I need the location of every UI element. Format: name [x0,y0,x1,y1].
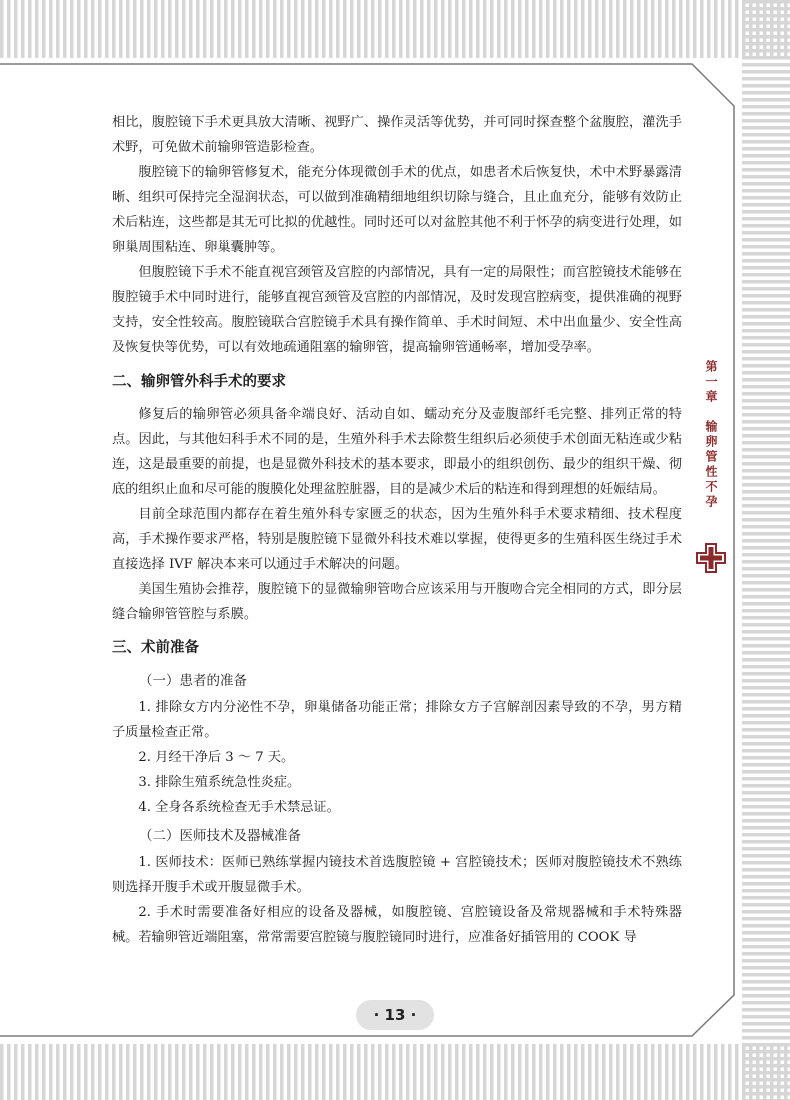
list-item: 3. 排除生殖系统急性炎症。 [138,775,301,790]
subsection-heading: （二）医师技术及器械准备 [139,828,301,844]
paragraph: 美国生殖协会推荐，腹腔镜下的显微输卵管吻合应该采用与开腹吻合完全相同的方式，即分层缝合输卵管管腔与系膜。 [112,582,682,622]
paragraph: 但腹腔镜下手术不能直视宫颈管及宫腔的内部情况，具有一定的局限性；而宫腔镜技术能够在腹腔镜手术中同时进行，能够直视宫颈管及宫腔的内部情况，及时发现宫腔病变，提供准确的视野支持，安全性较高。腹腔镜联合宫腔镜手术具有操作简单、手术时间短、术中出血量少、安全性高及恢复快等优势，可以有效地疏通阻塞的输卵管，提高输卵管通畅率，增加受孕率。 [112,265,682,355]
list-item: 4. 全身各系统检查无手术禁忌证。 [138,800,340,815]
list-item: 2. 手术时需要准备好相应的设备及器械，如腹腔镜、宫腔镜设备及常规器械和手术特殊器械。若输卵管近端阻塞，常常需要宫腔镜与腹腔镜同时进行，应准备好插管用的 COOK 导 [112,905,682,945]
paragraph: 修复后的输卵管必须具备伞端良好、活动自如、蠕动充分及壶腹部纤毛完整、排列正常的特点。因此，与其他妇科手术不同的是，生殖外科手术去除赘生组织后必须使手术创面无粘连或少粘连，这是最重要的前提，也是显微外科技术的基本要求，即最小的组织创伤、最少的组织干燥、彻底的组织止血和尽可能的腹膜化处理盆腔脏器，目的是减少术后的粘连和得到理想的妊娠结局。 [112,407,682,497]
list-item: 1. 医师技术：医师已熟练掌握内镜技术首选腹腔镜 + 宫腔镜技术；医师对腹腔镜技术不熟练则选择开腹手术或开腹显微手术。 [112,855,682,895]
paragraph: 腹腔镜下的输卵管修复术，能充分体现微创手术的优点，如患者术后恢复快，术中术野暴露清晰、组织可保持完全湿润状态，可以做到准确精细地组织切除与缝合，且止血充分，能够有效防止术后粘连，这些都是其无可比拟的优越性。同时还可以对盆腔其他不利于怀孕的病变进行处理，如卵巢周围粘连、卵巢囊肿等。 [112,165,682,255]
paragraph: 目前全球范围内都存在着生殖外科专家匮乏的状态，因为生殖外科手术要求精细、技术程度高，手术操作要求严格，特别是腹腔镜下显微外科技术难以掌握，使得更多的生殖科医生绕过手术直接选择 IVF 解决本来可以通过手术解决的问题。 [112,507,682,572]
page-number: · 13 · [356,1000,434,1030]
section-heading: 三、术前准备 [112,640,199,656]
list-item: 1. 排除女方内分泌性不孕，卵巢储备功能正常；排除女方子宫解剖因素导致的不孕，男方精子质量检查正常。 [112,700,682,740]
list-item: 2. 月经干净后 3 ～ 7 天。 [138,750,295,765]
main-text [112,110,682,950]
subsection-heading: （一）患者的准备 [139,673,247,689]
chapter-sidebar-label: 第一章 输卵管性不孕 [704,360,718,510]
section-heading: 二、输卵管外科手术的要求 [112,374,286,390]
medical-cross-icon [696,543,726,573]
paragraph: 相比，腹腔镜下手术更具放大清晰、视野广、操作灵活等优势，并可同时探查整个盆腹腔，灌洗手术野，可免做术前输卵管造影检查。 [112,115,682,155]
